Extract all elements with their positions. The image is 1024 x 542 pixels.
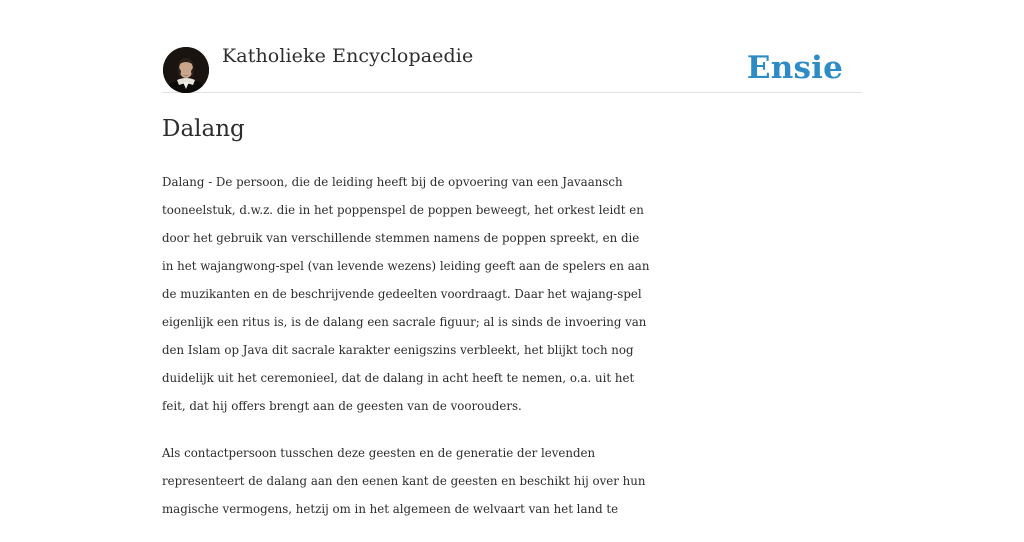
paragraph-line: de muzikanten en de beschrijvende gedeelten voordraagt. Daar het wajang-spel xyxy=(162,287,642,301)
paragraph-line: duidelijk uit het ceremonieel, dat de dalang in acht heeft te nemen, o.a. uit het xyxy=(162,371,635,385)
paragraph-line: tooneelstuk, d.w.z. die in het poppenspel de poppen beweegt, het orkest leidt en xyxy=(162,203,644,217)
paragraph-line: eigenlijk een ritus is, is de dalang een sacrale figuur; al is sinds de invoering van xyxy=(162,315,647,329)
paragraph-line: magische vermogens, hetzij om in het algemeen de welvaart van het land te xyxy=(162,502,619,516)
ensie-brand-logo[interactable]: Ensie xyxy=(746,50,843,86)
article-paragraph-1 xyxy=(162,168,862,420)
paragraph-line: feit, dat hij offers brengt aan de geesten van de voorouders. xyxy=(162,399,522,413)
page xyxy=(162,0,862,516)
portrait-avatar-icon-graphic xyxy=(163,47,209,93)
article-paragraph-2 xyxy=(162,439,862,523)
paragraph-line: Dalang - De persoon, die de leiding heeft bij de opvoering van een Javaansch xyxy=(162,175,623,189)
paragraph-line: in het wajangwong-spel (van levende wezens) leiding geeft aan de spelers en aan xyxy=(162,259,650,273)
portrait-avatar-icon[interactable] xyxy=(163,47,209,93)
article-body xyxy=(162,168,862,542)
paragraph-line: den Islam op Java dit sacrale karakter eenigszins verbleekt, het blijkt toch nog xyxy=(162,343,634,357)
site-title-link[interactable]: Katholieke Encyclopaedie xyxy=(222,45,474,67)
paragraph-line: door het gebruik van verschillende stemmen namens de poppen spreekt, en die xyxy=(162,231,640,245)
article-title: Dalang xyxy=(162,116,245,142)
paragraph-line: Als contactpersoon tusschen deze geesten en de generatie der levenden xyxy=(162,446,596,460)
paragraph-line: representeert de dalang aan den eenen kant de geesten en beschikt hij over hun xyxy=(162,474,646,488)
site-header xyxy=(162,0,862,93)
